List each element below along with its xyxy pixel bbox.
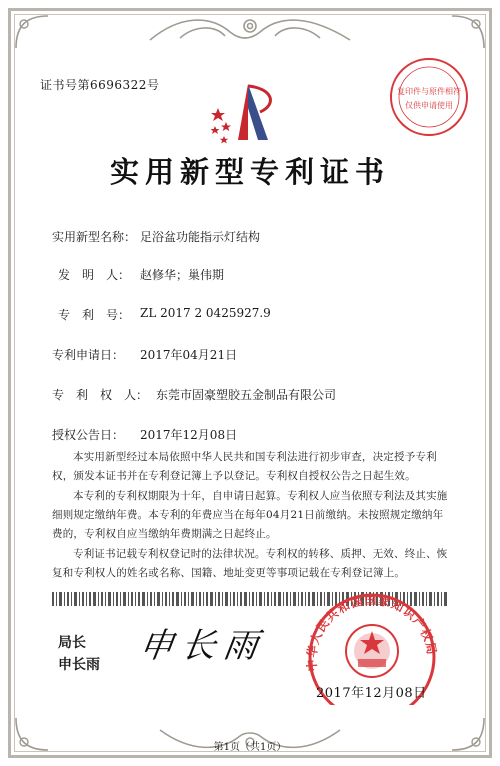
seal-text: 中华人民共和国国家知识产权局 [304, 593, 440, 672]
field-value-patent-number: ZL 2017 2 0425927.9 [140, 306, 271, 320]
paragraph-record: 专利证书记载专利权登记时的法律状况。专利权的转移、质押、无效、终止、恢复和专利权人的姓名或名称、国籍、地址变更等事项记载在专利登记簿上。 [52, 548, 448, 579]
handwritten-signature: 申长雨 [136, 626, 269, 666]
page-footer: 第1页（共1页） [213, 742, 287, 753]
field-label-patent-number: 专 利 号： [58, 308, 131, 322]
corner-ornament-top-left [12, 12, 52, 52]
field-value-name: 足浴盆功能指示灯结构 [140, 230, 261, 244]
issue-date: 2017年12月08日 [316, 686, 427, 701]
field-label-patentee: 专 利 权 人： [52, 388, 149, 402]
field-value-inventor: 赵修华；巢伟期 [140, 268, 225, 282]
field-label-inventor: 发 明 人： [58, 268, 131, 282]
paragraph-term: 本专利的专利权期限为十年，自申请日起算。专利权人应当依照专利法及其实施细则规定缴纳年费。本专利的年费应当在每年04月21日前缴纳。未按照规定缴纳年费的，专利权自应当缴纳年费期满之日起终止。 [52, 490, 448, 540]
stamp-line2: 仅供申请使用 [405, 101, 453, 110]
top-ornament [140, 10, 360, 50]
signatory-role: 局长 [58, 635, 86, 651]
signatory-name: 申长雨 [58, 657, 100, 673]
field-label-name: 实用新型名称： [52, 230, 137, 244]
field-label-application-date: 专利申请日： [52, 348, 125, 362]
paragraph-grant: 本实用新型经过本局依照中华人民共和国专利法进行初步审查，决定授予专利权，颁发本证书并在专利登记簿上予以登记。专利权自授权公告之日起生效。 [52, 451, 437, 482]
stamp-line1: 复印件与原件相符 [397, 87, 461, 96]
field-value-grant-date: 2017年12月08日 [140, 428, 238, 442]
certificate-title: 实用新型专利证书 [109, 155, 390, 189]
corner-ornament-top-right [448, 12, 488, 52]
field-value-application-date: 2017年04月21日 [140, 348, 238, 362]
field-label-grant-date: 授权公告日： [52, 428, 125, 442]
copy-verification-stamp [386, 54, 472, 140]
field-value-patentee: 东莞市固豪塑胶五金制品有限公司 [156, 388, 337, 402]
patent-office-logo [202, 78, 286, 148]
certificate-number: 证书号第6696322号 [40, 78, 160, 92]
